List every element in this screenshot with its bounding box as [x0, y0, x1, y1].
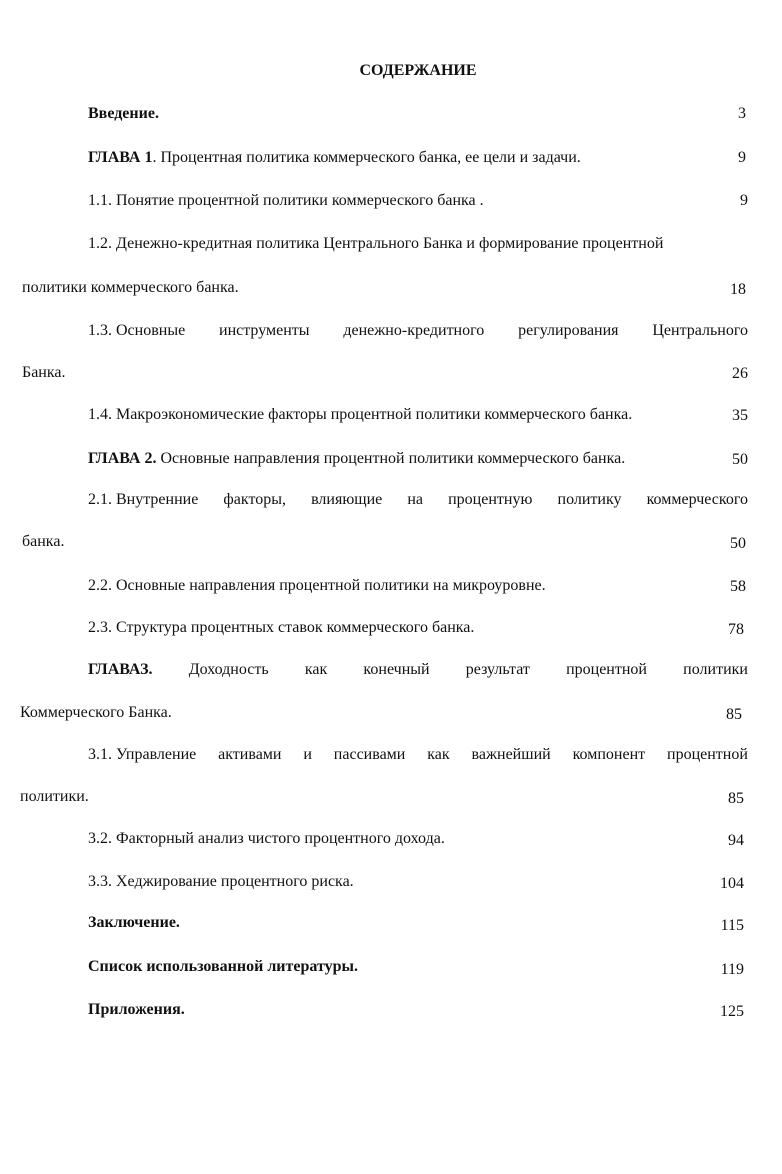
word: регулирования [518, 322, 619, 339]
word: как [427, 746, 450, 763]
entry-title-line1: 1.2. Денежно-кредитная политика Центрального Банка и формирование процентной [88, 235, 664, 252]
entry-title: 3.2. Факторный анализ чистого процентного дохода. [88, 830, 445, 847]
word: процентной [566, 661, 647, 678]
page-number: 9 [740, 192, 748, 209]
chapter-label: ГЛАВАЗ. [88, 661, 153, 678]
entry-title: Список использованной литературы. [88, 958, 358, 975]
page-title: СОДЕРЖАНИЕ [359, 62, 477, 79]
word: и [303, 746, 312, 763]
word: Центрального [652, 322, 748, 339]
word: политики [683, 661, 748, 678]
entry-title [88, 148, 581, 168]
entry-text: . Процентная политика коммерческого банка, ее цели и задачи. [152, 149, 581, 166]
page-number: 9 [738, 149, 746, 166]
entry-title: 2.2. Основные направления процентной политики на микроуровне. [88, 577, 546, 594]
page-number: 78 [728, 621, 744, 638]
page-number: 50 [730, 535, 746, 552]
word: инструменты [219, 322, 310, 339]
page-number: 94 [728, 832, 744, 849]
page-number: 3 [738, 105, 746, 122]
entry-title-line2: политики. [20, 788, 89, 805]
chapter-label: ГЛАВА 1 [88, 149, 153, 166]
entry-title-line1 [88, 490, 748, 510]
word: важнейший [471, 746, 551, 763]
word: Доходность [188, 661, 269, 678]
entry-title-line2: Банка. [22, 364, 66, 381]
word: на [407, 491, 424, 508]
word: компонент [572, 746, 646, 763]
entry-title-line1 [88, 660, 748, 680]
word: процентной [667, 746, 748, 763]
word: денежно-кредитного [343, 322, 485, 339]
entry-text: Основные направления процентной политики коммерческого банка. [156, 450, 626, 467]
word: влияющие [311, 491, 383, 508]
word: 1.3. Основные [88, 322, 186, 339]
entry-title: 1.4. Макроэкономические факторы процентной политики коммерческого банка. [88, 406, 633, 423]
word: пассивами [333, 746, 406, 763]
entry-title-line2: политики коммерческого банка. [22, 279, 239, 296]
page-number: 58 [730, 578, 746, 595]
word: коммерческого [646, 491, 748, 508]
page-number: 26 [732, 365, 748, 382]
page-number: 85 [726, 706, 742, 723]
page-number: 50 [732, 451, 748, 468]
word: результат [465, 661, 530, 678]
word: 2.1. Внутренние [88, 491, 199, 508]
entry-title: 3.3. Хеджирование процентного риска. [88, 873, 354, 890]
word: конечный [363, 661, 430, 678]
entry-title-line1 [88, 745, 748, 765]
entry-title-line2: банка. [22, 533, 65, 550]
word: активами [218, 746, 282, 763]
word: политику [557, 491, 622, 508]
entry-title: 2.3. Структура процентных ставок коммерческого банка. [88, 619, 475, 636]
page-number: 119 [720, 961, 744, 978]
word: факторы, [223, 491, 286, 508]
page-number: 18 [730, 281, 746, 298]
page-number: 125 [720, 1003, 744, 1020]
page-number: 115 [720, 917, 744, 934]
page-number: 104 [720, 875, 744, 892]
entry-title-line1 [88, 321, 748, 341]
entry-title: 1.1. Понятие процентной политики коммерческого банка . [88, 192, 484, 209]
page-number: 85 [728, 790, 744, 807]
page-number: 35 [732, 407, 748, 424]
word: 3.1. Управление [88, 746, 197, 763]
entry-title [88, 449, 625, 469]
entry-title: Приложения. [88, 1001, 185, 1018]
entry-title: Введение. [88, 105, 159, 122]
entry-title: Заключение. [88, 914, 180, 931]
entry-title-line2: Коммерческого Банка. [20, 704, 172, 721]
word: процентную [448, 491, 533, 508]
chapter-label: ГЛАВА 2. [88, 450, 157, 467]
word: как [304, 661, 328, 678]
